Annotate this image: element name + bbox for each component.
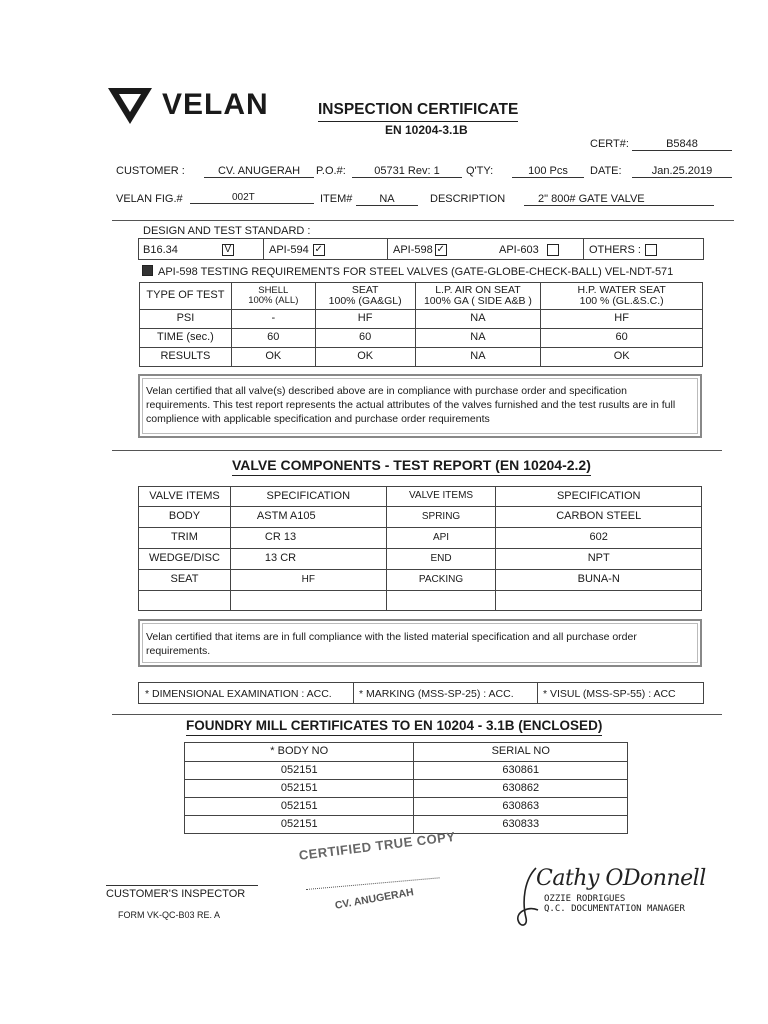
test-table bbox=[139, 282, 703, 367]
cell: NA bbox=[415, 310, 541, 329]
cell: 630863 bbox=[414, 798, 628, 816]
table-row bbox=[139, 549, 702, 570]
qty-label: Q'TY: bbox=[466, 165, 494, 177]
header-specification-2: SPECIFICATION bbox=[496, 487, 702, 507]
compliance-statement-2 bbox=[138, 619, 702, 667]
cell: HF bbox=[230, 570, 386, 591]
table-row bbox=[185, 780, 628, 798]
header-shell: SHELL 100% (ALL) bbox=[231, 283, 315, 310]
standard-api598: API-598 ✓ bbox=[393, 243, 445, 256]
standards-box bbox=[138, 238, 704, 260]
velan-logo bbox=[108, 86, 283, 126]
header-specification: SPECIFICATION bbox=[230, 487, 386, 507]
checkbox-icon bbox=[547, 244, 559, 256]
signer-name: OZZIE RODRIGUES bbox=[544, 894, 626, 904]
components-table bbox=[138, 486, 702, 611]
divider bbox=[112, 450, 722, 451]
cell: OK bbox=[541, 348, 703, 367]
header-body-no: * BODY NO bbox=[185, 743, 414, 762]
brand-name: VELAN bbox=[162, 88, 269, 121]
date-value: Jan.25.2019 bbox=[632, 166, 732, 178]
certified-true-copy-stamp: CERTIFIED TRUE COPY bbox=[298, 828, 457, 863]
cell bbox=[139, 591, 231, 611]
cell: OK bbox=[315, 348, 415, 367]
cell: 052151 bbox=[185, 762, 414, 780]
exam-visual: * VISUL (MSS-SP-55) : ACC bbox=[543, 688, 676, 700]
cell: 052151 bbox=[185, 798, 414, 816]
cell: 630861 bbox=[414, 762, 628, 780]
statement-text: Velan certified that items are in full compliance with the listed material specification and all purchase order requirements. bbox=[146, 631, 637, 657]
cell: SPRING bbox=[386, 507, 496, 528]
cell: NPT bbox=[496, 549, 702, 570]
standards-heading: DESIGN AND TEST STANDARD : bbox=[143, 225, 311, 237]
cell: SEAT bbox=[139, 570, 231, 591]
table-row bbox=[140, 310, 703, 329]
cert-label: CERT#: bbox=[590, 138, 629, 150]
exam-dimensional: * DIMENSIONAL EXAMINATION : ACC. bbox=[145, 688, 332, 700]
po-label: P.O.#: bbox=[316, 165, 346, 177]
signature-text: Cathy ODonnell bbox=[536, 866, 706, 891]
checkbox-icon: ✓ bbox=[314, 244, 323, 255]
stamp-name: CV. ANUGERAH bbox=[334, 886, 415, 912]
fig-value: 002T bbox=[190, 192, 314, 204]
row-label: TIME (sec.) bbox=[140, 329, 232, 348]
cell: 13 CR bbox=[230, 549, 386, 570]
cell bbox=[496, 591, 702, 611]
item-value: NA bbox=[356, 194, 418, 206]
po-value: 05731 Rev: 1 bbox=[352, 166, 462, 178]
cell: OK bbox=[231, 348, 315, 367]
customer-value: CV. ANUGERAH bbox=[204, 166, 314, 178]
cell: 052151 bbox=[185, 816, 414, 834]
cell: WEDGE/DISC bbox=[139, 549, 231, 570]
table-row bbox=[185, 816, 628, 834]
item-label: ITEM# bbox=[320, 193, 353, 205]
fig-label: VELAN FIG.# bbox=[116, 193, 183, 205]
signer-title: Q.C. DOCUMENTATION MANAGER bbox=[544, 904, 685, 914]
row-label: RESULTS bbox=[140, 348, 232, 367]
table-row bbox=[139, 507, 702, 528]
standard-others: OTHERS : bbox=[589, 244, 657, 256]
cell: NA bbox=[415, 348, 541, 367]
table-row bbox=[140, 329, 703, 348]
certificate-subtitle: EN 10204-3.1B bbox=[385, 123, 468, 137]
cell: 630862 bbox=[414, 780, 628, 798]
cell: 60 bbox=[231, 329, 315, 348]
cell: 052151 bbox=[185, 780, 414, 798]
table-row bbox=[139, 570, 702, 591]
signature bbox=[514, 860, 714, 930]
checkbox-icon bbox=[645, 244, 657, 256]
description-value: 2" 800# GATE VALVE bbox=[524, 194, 714, 206]
components-heading: VALVE COMPONENTS - TEST REPORT (EN 10204-2.2) bbox=[232, 457, 591, 476]
cell: 60 bbox=[541, 329, 703, 348]
cert-value: B5848 bbox=[632, 139, 732, 151]
header-seat: SEAT 100% (GA&GL) bbox=[315, 283, 415, 310]
cell: BUNA-N bbox=[496, 570, 702, 591]
header-type-of-test: TYPE OF TEST bbox=[140, 283, 232, 310]
standard-b1634: B16.34 V bbox=[143, 244, 234, 256]
cell: PACKING bbox=[386, 570, 496, 591]
header-valve-items-2: VALVE ITEMS bbox=[386, 487, 496, 507]
cell: BODY bbox=[139, 507, 231, 528]
cell: 60 bbox=[315, 329, 415, 348]
cell bbox=[386, 591, 496, 611]
table-row bbox=[139, 591, 702, 611]
qty-value: 100 Pcs bbox=[512, 166, 584, 178]
cell: 602 bbox=[496, 528, 702, 549]
divider bbox=[112, 714, 722, 715]
header-lp-air: L.P. AIR ON SEAT 100% GA ( SIDE A&B ) bbox=[415, 283, 541, 310]
foundry-table bbox=[184, 742, 628, 834]
exams-box bbox=[138, 682, 704, 704]
divider bbox=[112, 220, 734, 221]
standard-api603: API-603 bbox=[499, 244, 559, 256]
header-serial-no: SERIAL NO bbox=[414, 743, 628, 762]
checkbox-icon: ✓ bbox=[436, 244, 445, 255]
form-number: FORM VK-QC-B03 RE. A bbox=[118, 910, 221, 920]
description-label: DESCRIPTION bbox=[430, 193, 506, 205]
cell: CR 13 bbox=[230, 528, 386, 549]
table-row bbox=[185, 798, 628, 816]
exam-marking: * MARKING (MSS-SP-25) : ACC. bbox=[359, 688, 514, 700]
compliance-statement-1 bbox=[138, 374, 702, 438]
header-hp-water: H.P. WATER SEAT 100 % (GL.&S.C.) bbox=[541, 283, 703, 310]
cell: HF bbox=[315, 310, 415, 329]
api598-requirement: API-598 TESTING REQUIREMENTS FOR STEEL VALVES (GATE-GLOBE-CHECK-BALL) VEL-NDT-571 bbox=[142, 265, 673, 278]
header-valve-items: VALVE ITEMS bbox=[139, 487, 231, 507]
cell: CARBON STEEL bbox=[496, 507, 702, 528]
customer-inspector-label: CUSTOMER'S INSPECTOR bbox=[106, 888, 246, 900]
cell: 630833 bbox=[414, 816, 628, 834]
date-label: DATE: bbox=[590, 165, 622, 177]
table-row bbox=[185, 762, 628, 780]
cell: TRIM bbox=[139, 528, 231, 549]
velan-logo-mark-icon bbox=[108, 88, 152, 124]
customer-label: CUSTOMER : bbox=[116, 165, 185, 177]
cell: HF bbox=[541, 310, 703, 329]
filled-checkbox-icon bbox=[142, 265, 153, 276]
certificate-title: INSPECTION CERTIFICATE bbox=[318, 101, 518, 122]
cell: - bbox=[231, 310, 315, 329]
statement-text: Velan certified that all valve(s) described above are in compliance with purchase order and specification requirements. This test report represents the actual attributes of the valves furnished and the test rusults are in full complience with applicable specification and purchase order requirements bbox=[146, 385, 676, 425]
stamp-dotted-line bbox=[306, 877, 440, 890]
cell: ASTM A105 bbox=[230, 507, 386, 528]
standard-api594: API-594 ✓ bbox=[269, 243, 323, 256]
inspector-line bbox=[106, 885, 258, 886]
foundry-heading: FOUNDRY MILL CERTIFICATES TO EN 10204 - 3.1B (ENCLOSED) bbox=[186, 718, 602, 736]
checkbox-icon: V bbox=[222, 244, 234, 256]
cell: END bbox=[386, 549, 496, 570]
row-label: PSI bbox=[140, 310, 232, 329]
cell: API bbox=[386, 528, 496, 549]
cell bbox=[230, 591, 386, 611]
cell: NA bbox=[415, 329, 541, 348]
table-row bbox=[140, 348, 703, 367]
table-row bbox=[139, 528, 702, 549]
